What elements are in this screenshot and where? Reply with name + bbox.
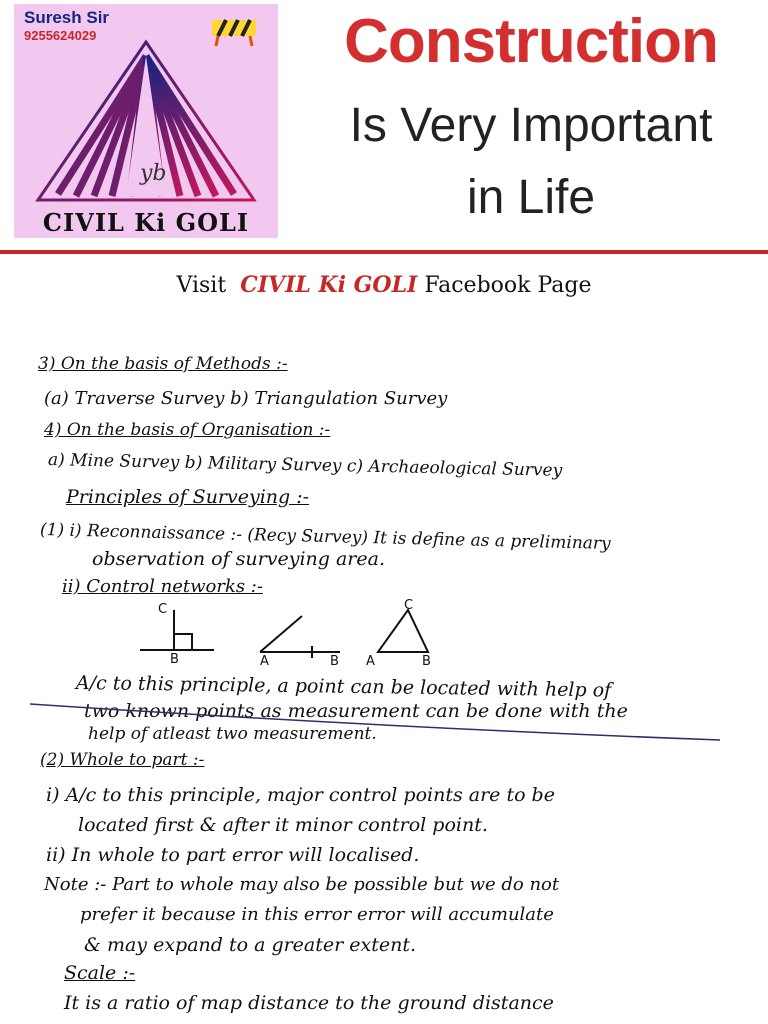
note-line: A/c to this principle, a point can be located with help of — [75, 672, 612, 702]
note-line: (a) Traverse Survey b) Triangulation Survey — [44, 388, 448, 409]
svg-text:yb: yb — [140, 161, 167, 186]
diagram-label: A — [260, 654, 269, 669]
note-line: observation of surveying area. — [92, 548, 385, 570]
note-line: 4) On the basis of Organisation :- — [44, 420, 331, 440]
logo-panel — [14, 4, 278, 238]
note-line: Note :- Part to whole may also be possible but we do not — [44, 874, 560, 895]
note-line: Scale :- — [64, 962, 136, 984]
diagram-label: B — [422, 654, 431, 669]
note-line: 3) On the basis of Methods :- — [38, 354, 288, 374]
note-line: It is a ratio of map distance to the ground distance — [64, 992, 554, 1014]
note-line: two known points as measurement can be done with the — [84, 700, 628, 722]
diagram-label: B — [330, 654, 339, 669]
diagram-label: C — [158, 602, 168, 617]
note-line: help of atleast two measurement. — [88, 724, 377, 744]
note-line: & may expand to a greater extent. — [84, 934, 417, 956]
diagram-label: A — [366, 654, 375, 669]
note-line: prefer it because in this error error will accumulate — [80, 904, 554, 925]
logo-brand-text: CIVIL Ki GOLI — [42, 208, 250, 237]
banner-subtitle-line-1: Is Very Important — [349, 99, 713, 152]
banner-title: Construction — [344, 7, 718, 76]
note-line: located first & after it minor control point. — [78, 814, 488, 836]
visit-brand: CIVIL Ki GOLI — [240, 272, 418, 298]
diagram-label: C — [404, 598, 414, 613]
visit-suffix: Facebook Page — [424, 273, 592, 298]
note-line: Principles of Surveying :- — [66, 486, 310, 508]
visit-prefix: Visit — [176, 273, 227, 298]
note-line: (1) i) Reconnaissance :- (Recy Survey) It is define as a preliminary — [39, 520, 611, 554]
banner-subtitle-line-2: in Life — [466, 171, 596, 224]
note-line: a) Mine Survey b) Military Survey c) Archaeological Survey — [47, 450, 563, 481]
note-line: ii) Control networks :- — [62, 576, 263, 597]
visit-banner — [0, 272, 768, 298]
author-phone: 9255624029 — [24, 28, 97, 43]
author-name: Suresh Sir — [24, 8, 110, 27]
diagram-label: B — [170, 652, 179, 667]
note-line: ii) In whole to part error will localised. — [46, 844, 420, 866]
note-line: (2) Whole to part :- — [40, 750, 205, 770]
note-line: i) A/c to this principle, major control points are to be — [46, 784, 555, 806]
page-header — [0, 0, 768, 248]
pen-stroke — [30, 702, 730, 742]
handwritten-notes — [0, 340, 768, 1024]
header-divider — [0, 250, 768, 254]
